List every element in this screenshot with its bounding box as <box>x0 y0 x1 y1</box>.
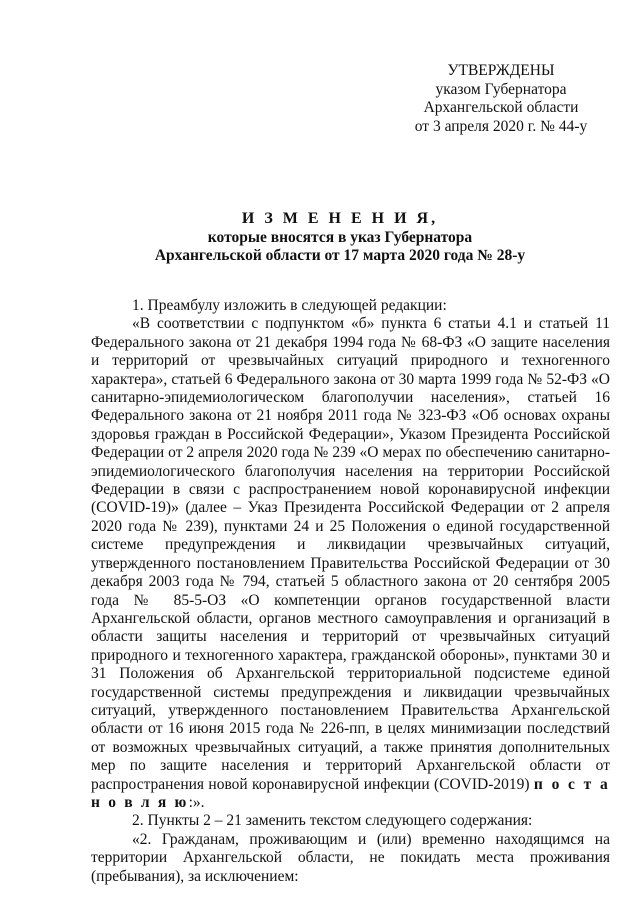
approval-line-date: от 3 апреля 2020 г. № 44-у <box>414 117 588 135</box>
paragraph-2 <box>91 315 610 812</box>
paragraph-1: 1. Преамбулу изложить в следующей редакции: <box>132 297 447 314</box>
document-body <box>91 297 610 886</box>
approval-line-region: Архангельской области <box>423 99 579 116</box>
document-title <box>90 210 590 266</box>
paragraph-4: «2. Гражданам, проживающим и (или) временно находящимся на территории Архангельской области, не покидать места проживания (пребывания), за исключением: <box>91 830 610 885</box>
paragraph-2-emphasis: п о с т а н о в л я ю <box>91 775 610 811</box>
approval-stamp <box>396 62 606 136</box>
title-subtitle-line-1: которые вносятся в указ Губернатора <box>207 228 473 246</box>
paragraph-2-text: «В соответствии с подпунктом «б» пункта 6 статьи 4.1 и статьей 11 Федерального закона от 21 декабря 1994 года № 68-ФЗ «О защите населения и территорий от чрезвычайных ситуаций природного и техногенного характера», статьей 6 Федерального закона от 30 марта 1999 года № 52-ФЗ «О санитарно-эпидемиологическом благополучии населения», статьей 16 Федерального закона от 21 ноября 2011 года № 323-ФЗ «Об основах охраны здоровья граждан в Российской Федерации», Указом Президента Российской Федерации от 2 апреля 2020 года № 239 «О мерах по обеспечению санитарно-эпидемиологического благополучия населения на территории Российской Федерации в связи с распространением новой коронавирусной инфекции (COVID-19)» (далее – Указ Президента Российской Федерации от 2 апреля 2020 года № 239), пунктами 24 и 25 Положения о единой государственной системе предупреждения и ликвидации чрезвычайных ситуаций, утвержденного постановлением Правительства Российской Федерации от 30 декабря 2003 года № 794, статьей 5 областного закона от 20 сентября 2005 года № 85-5-ОЗ «О компетенции органов государственной власти Архангельской области, органов местного самоуправления и организаций в области защиты населения и территорий от чрезвычайных ситуаций природного и техногенного характера, гражданской обороны», пунктами 30 и 31 Положения об Архангельской территориальной подсистеме единой государственной системы предупреждения и ликвидации чрезвычайных ситуаций, утвержденного постановлением Правительства Архангельской области от 16 июня 2015 года № 226-пп, в целях минимизации последствий от возможных чрезвычайных ситуаций, а также принятия дополнительных мер по защите населения и территорий Архангельской области от распространения новой коронавирусной инфекции (COVID-2019) <box>91 315 610 793</box>
approval-heading: УТВЕРЖДЕНЫ <box>447 62 555 79</box>
paragraph-3: 2. Пункты 2 – 21 заменить текстом следующего содержания: <box>132 812 533 830</box>
approval-line-decree: указом Губернатора <box>435 80 567 98</box>
title-subtitle-line-2: Архангельской области от 17 марта 2020 года № 28-у <box>154 247 526 264</box>
title-main: И З М Е Н Е Н И Я, <box>241 210 439 227</box>
paragraph-2-ending: :». <box>188 793 205 811</box>
